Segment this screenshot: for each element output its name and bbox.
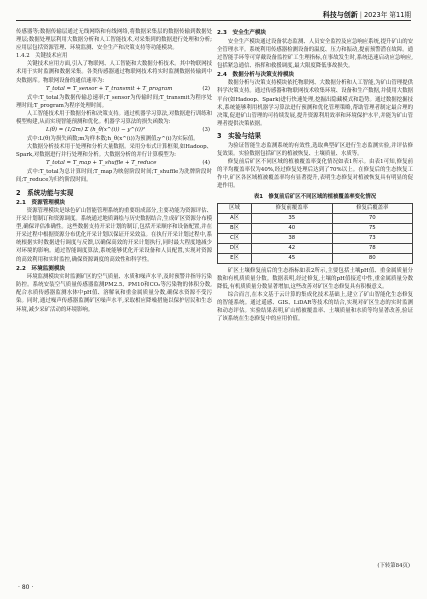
table-cell: 78 [332,243,413,253]
formula-4-number: (4) [202,160,210,167]
table-row [218,213,413,223]
table-cell: 73 [332,233,413,243]
heading-2-2: 2.2 环境监测模块 [16,265,66,272]
table-cell: 45 [252,253,332,263]
running-header [323,9,411,20]
header-separator: | [359,11,362,19]
table-cell: 38 [252,233,332,243]
paragraph-soil: 矿区土壤修复前后的生态指标如表2所示,主要包括土壤pH值、重金属质量分数和有机质质量分数。数据表明,经过修复,土壤的pH值接近中性,重金属质量分数降低,有机质质量分数显著增加,这些改善对矿区生态修复具有积极意义。 [217,267,413,290]
formula-3-number: (3) [202,127,210,134]
table-row [218,243,413,253]
formula-2-number: (2) [202,85,210,92]
heading-section-3: 3 实验与结果 [217,131,262,140]
table-1 [217,203,413,264]
paragraph-formula-4-note: 式中:T_total为总计算时间;T_map为映射阶段时间;T_shuffle为洗牌阶段时间;T_reduce为归约阶段时间。 [16,169,212,184]
table-cell: 80 [332,253,413,263]
table-1-caption: 表1 修复前后矿区不同区域的植被覆盖率变化情况 [253,193,377,200]
table-cell: B区 [218,223,252,233]
table-cell: 75 [332,223,413,233]
table-cell: 42 [252,243,332,253]
continued-note: (下转第84页) [377,563,410,569]
table-header-row [218,203,413,213]
table-cell: C区 [218,233,252,243]
table-header-cell: 区域 [218,203,252,213]
table-row [218,223,413,233]
paragraph-experiment: 为验证智能生态监测系统的有效性,选取典型矿区进行生态监测实验,并评估修复效果。实验数据包括矿区的植被恢复、土壤质量、水质等。 [217,142,413,158]
table-cell: A区 [218,213,252,223]
heading-2-3: 2.3 安全生产模块 [217,30,267,36]
table-cell: E区 [218,253,252,263]
heading-section-2: 2 系统功能与实现 [16,188,74,197]
journal-name: 科技与创新 [322,11,358,19]
paragraph-formula-3-note: 式中:L(θ)为损失函数;m为样本数;h_θ(x^(i))为预测值;y^(i)为实际值。 [26,136,199,143]
formula-3 [16,126,212,135]
paragraph-safety-module: 安全生产模块通过设备状态监测、人员安全监控及应急响应系统,提升矿山的安全管理水平。系统利用传感器检测设备的温度、压力和振动,提前预警潜在故障。通过智能手环等可穿戴设备监控矿工生理指标,在事故发生时,系统迅速启动应急响应,包括紧急通信、指挥和救援调度,最大限度降低事故损失。 [217,38,413,69]
heading-2-4: 2.4 数据分析与决策支持模块 [217,71,295,78]
paragraph-big-data: 大数据分析技术用于处理和分析大量数据。采用分布式计算框架,如Hadoop、Spark,对数据进行并行处理和分析。大数据分析的并行计算模型为: [16,144,212,159]
paragraph-vegetation: 修复前后矿区不同区域的植被覆盖率变化情况如表1所示。由表1可知,修复前的平均覆盖率仅为40%,经过修复处理后达到了70%以上。在修复后的生态恢复工作中,矿区各区域植被覆盖率均有显著提升,表明生态修复对植被恢复具有明显的促进作用。 [217,159,413,190]
header-rule [16,20,411,21]
right-column [217,28,413,573]
paragraph-formula-2-note: 式中:T_total为数据传输总速率;T_sensor为传输时间;T_transmit为程序处理时间;T_program为程序处理时间。 [16,94,212,109]
formula-3-body: L(θ) = (1/2m) Σ (h_θ(x^(i)) − y^(i))² [46,127,146,134]
table-row [218,233,413,243]
heading-1-4-2: 1.4.2 关键技术应用 [16,53,68,60]
paragraph-resource-module: 资源管理模块是绿色矿山智能管理系统的重要组成部分,主要功能为资源评估、开采计划制订和资源调度。系统通过地质调绘与历史数据结合,生成矿区资源分布模型,确保评估准确性。这些数据支持开采计划的制订,包括开采顺序和设备配置,并在开采过程中根据资源分布优化开采计划以保证开采效益。在执行开采计划过程中,系统根据实时数据进行调度与反馈,以确保高效的开采计划执行,同时最大程度地减少对环境的影响。通过智能调度算法,系统能够优化开采设备和人员配置,实现对资源的高效利用和实时监控,确保资源调度的高效性和科学性。 [16,208,212,263]
table-cell: 35 [252,213,332,223]
left-column [16,28,212,573]
table-cell: D区 [218,243,252,253]
paragraph-conclusion: 综合而言,在本文基于云计算的集成化技术基础上,建立了矿山智能化生态修复的智能系统。通过遥感、GIS、LiDAR等技术的结合,实现对矿区生态的实时监测和动态评估。实验结果表明,矿山植被覆盖率、土壤质量和水质等均显著改善,验证了该系统在生态修复中的应用价值。 [217,291,413,323]
formula-4 [16,159,212,168]
table-cell: 40 [252,223,332,233]
table-row [218,253,413,263]
issue-label: 2023年 第11期 [363,11,411,19]
formula-4-body: T_total = T_map + T_shuffle + T_reduce [46,160,157,167]
paragraph-decision-module: 数据分析与决策支持模块依托物联网、大数据分析和人工智能,为矿山管理提供科学决策支持。通过传感器和物联网技术收集环境、设备和生产数据,并使用大数据平台(如Hadoop、Spark)进行快速处理,挖掘出隐藏模式和趋势。通过数据挖掘技术,系统能够利用机器学习算法进行预测和优化管理策略,帮助管理者制定最合理的决策,促进矿山管理的可持续发展,提升资源利用效率和环境保护水平,并能为矿山管理者提供决策依据。 [217,80,413,127]
formula-2-body: T_total = T_sensor + T_transmit + T_program [46,85,173,92]
paragraph-ai: 人工智能技术用于数据分析和决策支持。通过机器学习算法,对数据进行训练和模型构建,从而实现智能预测和优化。机器学习算法的损失函数为: [16,110,212,125]
page-number: · 80 · [18,584,34,591]
table-cell: 70 [332,213,413,223]
paragraph-environment-module: 环境监测模块实时监测矿区的空气质量、水质和噪声水平,及时预警并指导污染防控。系统安装空气质量传感器监测PM2.5、PM10和CO₂等污染物的体积分数,配合水质传感器监测水体中pH值、溶解氧和重金属质量分数,确保水资源不受污染。同时,通过噪声传感器监测矿区噪声水平,采取相应降噪措施以保护居民和生态环境,减少采矿活动的环境影响。 [16,274,212,313]
heading-2-1: 2.1 资源管理模块 [16,199,66,206]
paragraph-intro: 传感器等;数据传输层通过无线网络和有线网络,将数据采集层的数据传输到数据处理层;数据处理层利用大数据分析和人工智能技术,对采集到的数据进行处理和分析;应用层包括资源管理、环境监测、安全生产和决策支持等功能模块。 [16,29,212,52]
table-header-cell: 修复前覆盖率 [252,203,332,213]
formula-2 [16,85,212,94]
paragraph-key-tech: 关键技术应用方面,引入了物联网、人工智能和大数据分析技术。其中物联网技术用于实时监测和数据采集。各类传感器通过物联网技术将实时监测数据传输到中央数据库。物联网设备的通信速率为: [16,61,212,84]
table-header-cell: 修复后覆盖率 [332,203,413,213]
